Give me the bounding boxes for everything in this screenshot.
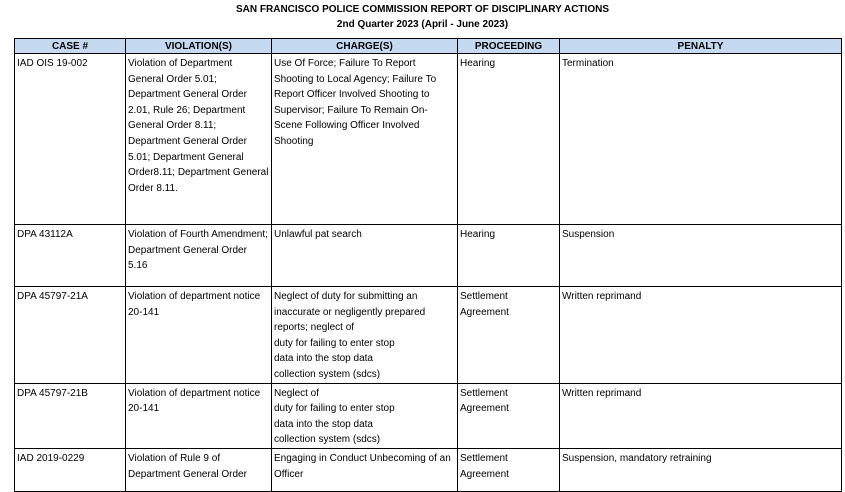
- column-header-penalty: PENALTY: [560, 39, 842, 54]
- report-title: SAN FRANCISCO POLICE COMMISSION REPORT OF DISCIPLINARY ACTIONS: [236, 4, 609, 15]
- disciplinary-actions-table: [14, 38, 842, 492]
- proceeding-cell: Settlement Agreement: [458, 287, 560, 384]
- case-number-cell: IAD 2019-0229: [15, 448, 126, 491]
- column-header-violations: VIOLATION(S): [126, 39, 272, 54]
- table-row: [15, 383, 842, 448]
- proceeding-cell: Hearing: [458, 54, 560, 225]
- penalty-cell: Written reprimand: [560, 287, 842, 384]
- penalty-cell: Suspension, mandatory retraining: [560, 448, 842, 491]
- penalty-cell: Termination: [560, 54, 842, 225]
- report-subtitle: 2nd Quarter 2023 (April - June 2023): [336, 19, 509, 30]
- charge-cell: Use Of Force; Failure To Report Shooting to Local Agency; Failure To Report Officer Involved Shooting to Supervisor; Failure To Remain On-Scene Following Officer Involved Shooting: [272, 54, 458, 225]
- violation-cell: Violation of Fourth Amendment; Department General Order 5.16: [126, 225, 272, 287]
- proceeding-cell: Settlement Agreement: [458, 383, 560, 448]
- column-header-proceeding: PROCEEDING: [458, 39, 560, 54]
- table-row: [15, 225, 842, 287]
- column-header-case: CASE #: [15, 39, 126, 54]
- charge-cell: Neglect of duty for submitting an inaccurate or negligently prepared reports; neglect of duty for failing to enter stop data into the stop data collection system (sdcs): [272, 287, 458, 384]
- violation-cell: Violation of Department General Order 5.01; Department General Order 2.01, Rule 26; Department General Order 8.11; Department General Order 5.01; Department General Order8.11; Department General Order 8.11.: [126, 54, 272, 225]
- case-number-cell: DPA 45797-21A: [15, 287, 126, 384]
- violation-cell: Violation of Rule 9 of Department General Order: [126, 448, 272, 491]
- proceeding-cell: Hearing: [458, 225, 560, 287]
- penalty-cell: Suspension: [560, 225, 842, 287]
- charge-cell: Engaging in Conduct Unbecoming of an Officer: [272, 448, 458, 491]
- case-number-cell: DPA 45797-21B: [15, 383, 126, 448]
- table-row: [15, 54, 842, 225]
- violation-cell: Violation of department notice 20-141: [126, 287, 272, 384]
- charge-cell: Neglect of duty for failing to enter stop data into the stop data collection system (sdcs): [272, 383, 458, 448]
- charge-cell: Unlawful pat search: [272, 225, 458, 287]
- report-header: [0, 2, 845, 32]
- violation-cell: Violation of department notice 20-141: [126, 383, 272, 448]
- case-number-cell: IAD OIS 19-002: [15, 54, 126, 225]
- penalty-cell: Written reprimand: [560, 383, 842, 448]
- column-header-charges: CHARGE(S): [272, 39, 458, 54]
- case-number-cell: DPA 43112A: [15, 225, 126, 287]
- table-header-row: [15, 39, 842, 54]
- proceeding-cell: Settlement Agreement: [458, 448, 560, 491]
- table-row: [15, 287, 842, 384]
- table-row: [15, 448, 842, 491]
